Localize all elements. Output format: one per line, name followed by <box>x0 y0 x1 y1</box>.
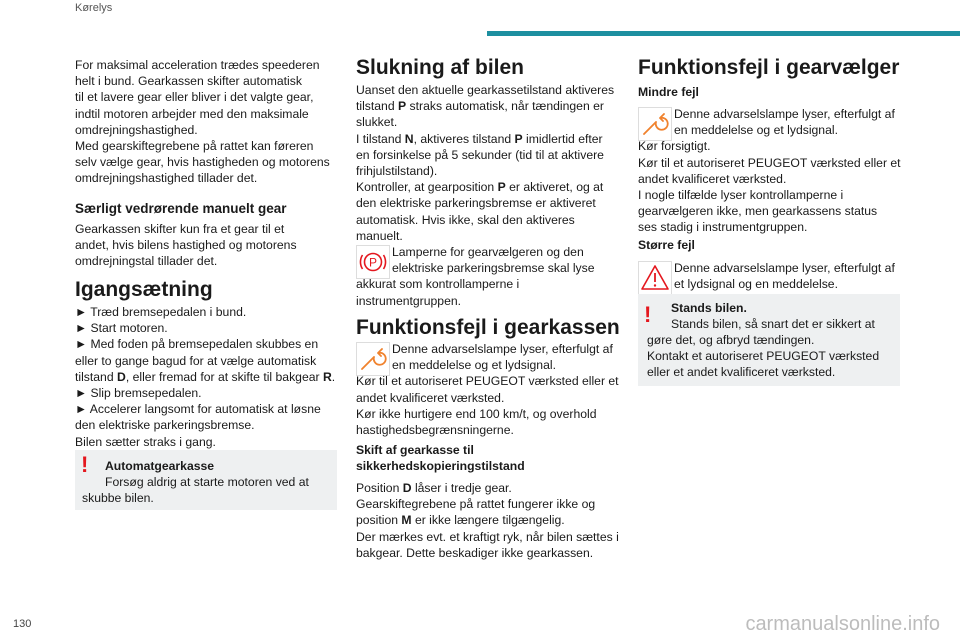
text-line: gearvælgeren ikke, men gearkassens status <box>638 204 878 219</box>
text-line: omdrejningshastighed. <box>75 122 198 137</box>
header-accent-rule <box>487 31 960 36</box>
step-line: ► Med foden på bremsepedalen skubbes en <box>75 337 319 352</box>
warning-title: Automatgearkasse <box>105 459 215 473</box>
svg-text:P: P <box>368 255 378 270</box>
text-line: bakgear. Dette beskadiger ikke gearkassen. <box>356 545 594 560</box>
text-line: til et lavere gear eller bliver i det valgte gear, <box>75 90 314 105</box>
text-line: position M er ikke længere tilgængelig. <box>356 513 565 528</box>
text-line: tilstand P straks automatisk, når tændingen er <box>356 99 604 114</box>
gearbox-fault-heading: Funktionsfejl i gearkassen <box>356 316 620 339</box>
intro-paragraph <box>75 57 343 187</box>
text-line: en meddelelse og et lydsignal. <box>392 358 556 373</box>
major-fault-heading: Større fejl <box>638 238 695 252</box>
warning-text: eller et andet kvalificeret værksted. <box>647 365 836 379</box>
engine-off-heading: Slukning af bilen <box>356 56 525 79</box>
lamp-text <box>356 244 624 309</box>
text-line: selv vælge gear, hvis hastigheden og motorens <box>75 155 330 170</box>
step-line: den elektriske parkeringsbremse. <box>75 418 255 433</box>
warning-title: Stands bilen. <box>671 301 747 315</box>
gearbox-fault-text <box>356 341 624 438</box>
text-line: instrumentgruppen. <box>356 293 462 308</box>
safe-mode-text <box>356 480 624 561</box>
text-line: en forsinkelse på 5 sekunder (tid til at aktivere <box>356 147 604 162</box>
step-line: ► Slip bremsepedalen. <box>75 386 202 401</box>
text-line: omdrejningstal tillader det. <box>75 254 218 269</box>
text-line: I tilstand N, aktiveres tilstand P imidlertid efter <box>356 131 603 146</box>
text-line: Med gearskiftegrebene på rattet kan føreren <box>75 139 314 154</box>
warning-text: Kontakt et autoriseret PEUGEOT værksted <box>647 349 880 363</box>
text-line: Kontroller, at gearposition P er aktiveret, og at <box>356 180 604 195</box>
text-line: ses stadig i instrumentgruppen. <box>638 220 808 235</box>
warning-box-stop <box>638 294 900 386</box>
exclamation-icon: ! <box>81 452 89 477</box>
text-line: et lydsignal og en meddelelse. <box>674 277 838 292</box>
text-line: frihjulstilstand). <box>356 164 438 179</box>
step-line: eller to gange bagud for at vælge automatisk <box>75 353 317 368</box>
text-line: Denne advarselslampe lyser, efterfulgt af <box>392 342 613 356</box>
text-line: indtil motoren arbejder med den maksimale <box>75 106 309 121</box>
minor-fault-heading: Mindre fejl <box>638 85 699 99</box>
text-line: Denne advarselslampe lyser, efterfulgt af <box>674 107 895 121</box>
warning-box-automatic <box>75 450 337 510</box>
text-line: Kør til et autoriseret PEUGEOT værksted eller et <box>638 155 901 170</box>
text-line: Denne advarselslampe lyser, efterfulgt af <box>674 261 895 275</box>
text-line: Kør til et autoriseret PEUGEOT værksted eller et <box>356 374 619 389</box>
safe-mode-heading: Skift af gearkasse til sikkerhedskopieringstilstand <box>356 443 525 474</box>
text-line: Der mærkes evt. et kraftigt ryk, når bilen sættes i <box>356 529 619 544</box>
warning-text: gøre det, og afbryd tændingen. <box>647 333 815 347</box>
text-line: andet kvalificeret værksted. <box>638 171 787 186</box>
text-line: helt i bund. Gearkassen skifter automatisk <box>75 74 302 89</box>
text-line: andet kvalificeret værksted. <box>356 390 505 405</box>
warning-text: Stands bilen, så snart det er sikkert at <box>671 317 875 331</box>
warning-text: Forsøg aldrig at starte motoren ved at <box>105 475 309 489</box>
text-line: Kør ikke hurtigere end 100 km/t, og overhold <box>356 406 597 421</box>
step-line: ► Træd bremsepedalen i bund. <box>75 305 247 319</box>
step-line: tilstand D, eller fremad for at skifte til bakgear R. <box>75 369 336 384</box>
warning-text: skubbe bilen. <box>82 491 154 505</box>
engine-off-text <box>356 82 624 244</box>
text-line: Lamperne for gearvælgeren og den <box>392 245 584 259</box>
text-line: elektriske parkeringsbremse skal lyse <box>392 261 595 276</box>
text-line: Gearkassen skifter kun fra et gear til et <box>75 222 285 236</box>
text-line: Gearskiftegrebene på rattet fungerer ikke og <box>356 497 596 512</box>
minor-fault-text <box>638 106 906 236</box>
text-line: hastighedsbegrænsningerne. <box>356 423 514 438</box>
watermark: carmanualsonline.info <box>745 613 940 635</box>
text-line: akkurat som kontrollamperne i <box>356 277 520 292</box>
manual-gear-text <box>75 221 343 270</box>
manual-gear-heading: Særligt vedrørende manuelt gear <box>75 201 287 216</box>
major-fault-text <box>638 260 906 292</box>
step-line: ► Start motoren. <box>75 321 168 336</box>
text-line: Kør forsigtigt. <box>638 139 711 154</box>
text-line: I nogle tilfælde lyser kontrollamperne i <box>638 188 844 203</box>
text-line: Uanset den aktuelle gearkassetilstand aktiveres <box>356 83 615 97</box>
text-line: andet, hvis bilens hastighed og motorens <box>75 238 297 253</box>
selector-fault-heading: Funktionsfejl i gearvælger <box>638 56 900 79</box>
step-line: Bilen sætter straks i gang. <box>75 434 216 449</box>
section-title: Kørelys <box>75 2 113 14</box>
text-line: slukket. <box>356 115 398 130</box>
step-line: ► Accelerer langsomt for automatisk at løsne <box>75 402 321 417</box>
start-steps <box>75 304 343 450</box>
text-line: For maksimal acceleration trædes speederen <box>75 58 320 72</box>
text-line: Position D låser i tredje gear. <box>356 481 512 495</box>
page-number: 130 <box>13 618 32 630</box>
text-line: manuelt. <box>356 228 403 243</box>
text-line: den elektriske parkeringsbremse er aktiveret <box>356 196 596 211</box>
exclamation-icon: ! <box>644 302 652 327</box>
page-header <box>0 0 960 40</box>
text-line: automatisk. Hvis ikke, skal den aktiveres <box>356 212 575 227</box>
text-line: omdrejningshastighed tillader det. <box>75 171 258 186</box>
start-heading: Igangsætning <box>75 278 213 301</box>
text-line: en meddelelse og et lydsignal. <box>674 123 838 138</box>
